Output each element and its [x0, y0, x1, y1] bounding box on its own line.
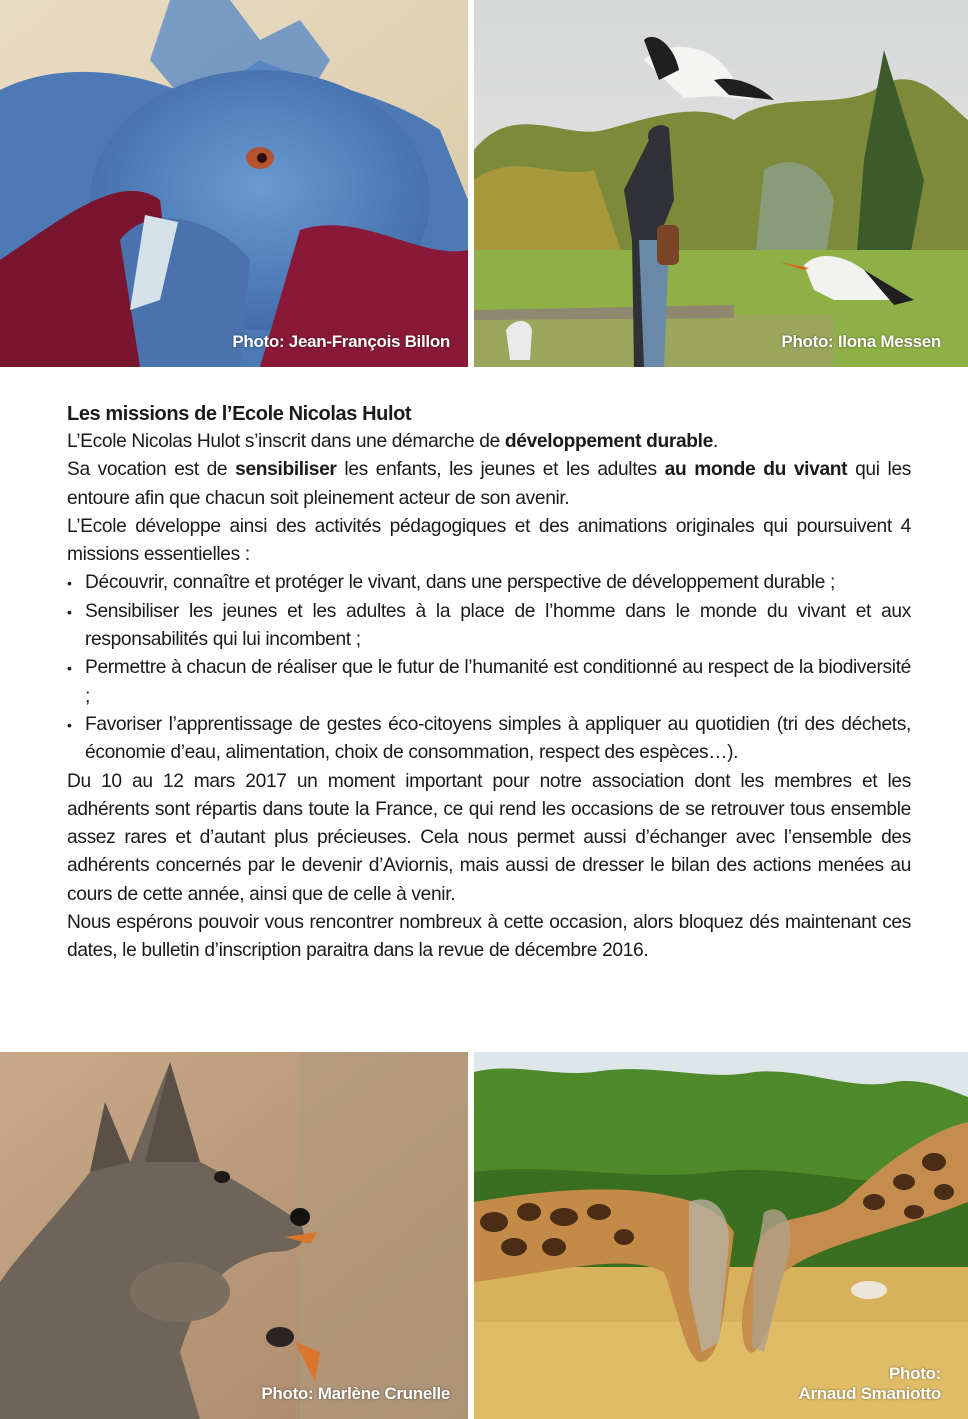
- photo-crowned-pigeon: [0, 0, 468, 367]
- mission-item: • Sensibiliser les jeunes et les adultes à la place de l’homme dans le monde du vivant et aux responsabilités qui lui incombent ;: [67, 598, 911, 655]
- photo-credit-caption: Photo: Ilona Messen: [781, 332, 941, 351]
- article-title: Les missions de l’Ecole Nicolas Hulot: [67, 403, 412, 425]
- mission-item: • Permettre à chacun de réaliser que le futur de l’humanité est conditionné au respect de la biodiversité ;: [67, 654, 911, 711]
- photo-credit-caption: Photo: Marlène Crunelle: [261, 1384, 450, 1403]
- text: qui les entoure afin que chacun soit pleinement acteur de son avenir.: [67, 459, 912, 509]
- crowned-pigeon-image: [0, 0, 468, 367]
- wallaby-image: [0, 1052, 468, 1419]
- mission-item: • Favoriser l’apprentissage de gestes éco-citoyens simples à appliquer au quotidien (tri des déchets, économie d’eau, alimentation, choix de consommation, respect des espèces…).: [67, 711, 911, 768]
- emphasis-text: au monde du vivant: [664, 459, 848, 481]
- photo-wallaby: [0, 1052, 468, 1419]
- photo-giraffes: [474, 1052, 968, 1419]
- photo-storks: [474, 0, 968, 367]
- text: Sa vocation est de: [67, 459, 236, 481]
- photo-credit-line: Arnaud Smaniotto: [798, 1384, 941, 1403]
- intro-paragraph-3: L’Ecole développe ainsi des activités pédagogiques et des animations originales qui poursuivent 4 missions essentielles :: [67, 515, 911, 566]
- photo-credit-caption: [798, 1364, 941, 1404]
- storks-image: [474, 0, 968, 367]
- event-paragraph: Du 10 au 12 mars 2017 un moment important pour notre association dont les membres et les adhérents sont répartis dans toute la France, ce qui rend les occasions de se retrouver tous ensemble assez rares et d’autant plus précieuses. Cela nous permet aussi d’échanger avec l’ensemble des adhérents concernés par le devenir d’Aviornis, mais aussi de dresser le bilan des actions menées au cours de cette année, ainsi que de celle à venir.: [67, 770, 911, 905]
- photo-credit-caption: Photo: Jean-François Billon: [232, 332, 450, 351]
- text: les enfants, les jeunes et les adultes: [336, 459, 665, 481]
- closing-paragraph: Nous espérons pouvoir vous rencontrer nombreux à cette occasion, alors bloquez dés maintenant ces dates, le bulletin d’inscription paraitra dans la revue de décembre 2016.: [67, 912, 911, 962]
- text: .: [712, 431, 718, 452]
- missions-list: [67, 569, 911, 767]
- intro-paragraph-2: [67, 456, 911, 513]
- intro-paragraph-1: [67, 428, 911, 456]
- article: [67, 400, 911, 966]
- mission-item: • Découvrir, connaître et protéger le vivant, dans une perspective de développement durable ;: [67, 569, 911, 597]
- emphasis-text: sensibiliser: [235, 459, 337, 481]
- text: L’Ecole Nicolas Hulot s’inscrit dans une démarche de: [67, 431, 505, 452]
- emphasis-text: développement durable: [504, 431, 713, 452]
- photo-credit-line: Photo:: [888, 1364, 941, 1383]
